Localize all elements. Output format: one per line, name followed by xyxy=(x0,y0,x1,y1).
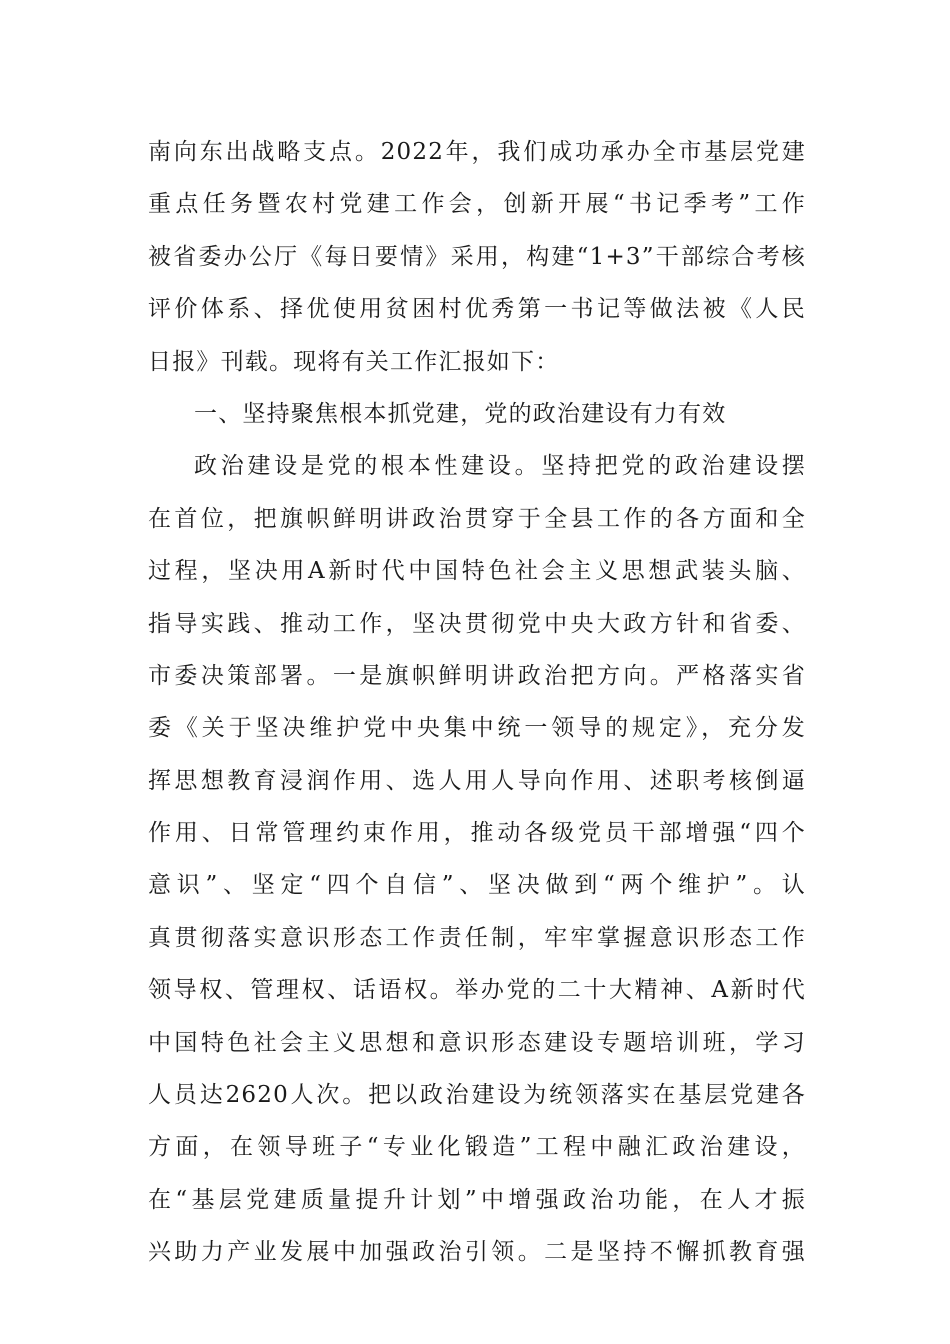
paragraph-line: 在“基层党建质量提升计划”中增强政治功能，在人才振 xyxy=(148,1186,806,1213)
paragraph-line: 南向东出战略支点。2022年，我们成功承办全市基层党建 xyxy=(148,139,806,165)
paragraph-line: 真贯彻落实意识形态工作责任制，牢牢掌握意识形态工作 xyxy=(148,924,806,951)
paragraph-line: 日报》刊载。现将有关工作汇报如下： xyxy=(148,348,560,375)
paragraph-line: 方面，在领导班子“专业化锻造”工程中融汇政治建设， xyxy=(148,1134,806,1161)
paragraph-line: 领导权、管理权、话语权。举办党的二十大精神、A新时代 xyxy=(148,977,806,1004)
paragraph-line: 政治建设是党的根本性建设。坚持把党的政治建设摆 xyxy=(194,453,806,480)
paragraph-line: 人员达2620人次。把以政治建设为统领落实在基层党建各 xyxy=(148,1082,806,1109)
paragraph-line: 被省委办公厅《每日要情》采用，构建“1+3”干部综合考核 xyxy=(148,243,806,270)
paragraph-line: 过程，坚决用A新时代中国特色社会主义思想武装头脑、 xyxy=(148,558,806,585)
paragraph-line: 挥思想教育浸润作用、选人用人导向作用、述职考核倒逼 xyxy=(148,767,806,794)
paragraph-line: 作用、日常管理约束作用，推动各级党员干部增强“四个 xyxy=(148,820,806,847)
paragraph-line: 重点任务暨农村党建工作会，创新开展“书记季考”工作 xyxy=(148,191,806,218)
body-text xyxy=(148,126,806,1279)
paragraph-line: 指导实践、推动工作，坚决贯彻党中央大政方针和省委、 xyxy=(148,610,806,637)
paragraph-line: 兴助力产业发展中加强政治引领。二是坚持不懈抓教育强 xyxy=(148,1239,806,1266)
paragraph-line: 委《关于坚决维护党中央集中统一领导的规定》，充分发 xyxy=(148,715,806,742)
paragraph-line: 评价体系、择优使用贫困村优秀第一书记等做法被《人民 xyxy=(148,296,806,323)
section-heading: 一、坚持聚焦根本抓党建，党的政治建设有力有效 xyxy=(194,400,727,427)
paragraph-line: 中国特色社会主义思想和意识形态建设专题培训班，学习 xyxy=(148,1029,806,1056)
paragraph-line: 意识”、坚定“四个自信”、坚决做到“两个维护”。认 xyxy=(148,872,806,899)
paragraph-line: 在首位，把旗帜鲜明讲政治贯穿于全县工作的各方面和全 xyxy=(148,505,806,532)
paragraph-line: 市委决策部署。一是旗帜鲜明讲政治把方向。严格落实省 xyxy=(148,662,806,689)
